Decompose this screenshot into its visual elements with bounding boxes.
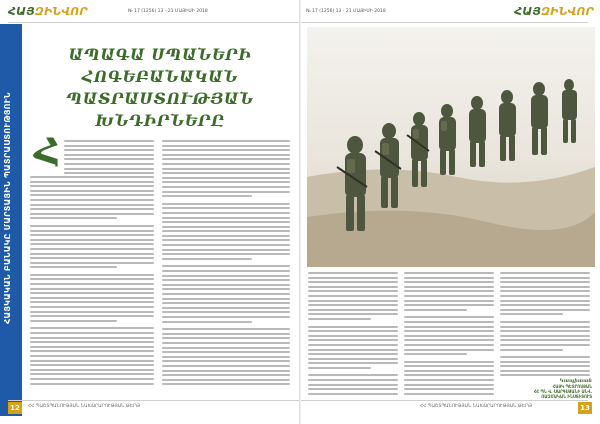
text-line [500,272,590,274]
author-role: Կապիտան [559,378,592,384]
text-line [404,272,494,274]
text-line [162,298,290,300]
text-line [30,311,154,313]
text-line [500,330,590,332]
text-line [404,316,494,318]
text-line [500,326,590,328]
text-line [162,383,290,385]
text-line [30,217,117,219]
text-line [162,239,290,241]
text-line [404,388,494,390]
header-rule [8,22,588,23]
text-line [308,367,371,369]
title-line-4: ԽՆԴԻՐՆԵՐԸ [95,111,225,130]
text-line [30,306,154,308]
text-line [30,337,154,339]
text-line [404,379,494,381]
text-line [30,288,154,290]
text-line [162,342,290,344]
text-line [404,277,494,279]
magazine-logo-left [8,5,88,18]
text-line [500,339,590,341]
title-line-3: ՊԱՏՐԱՍՏՈՒԹՅԱՆ [66,89,254,108]
text-line [500,304,590,306]
text-line [64,172,154,174]
text-column-2 [162,140,290,388]
text-line [30,383,154,385]
text-line [30,176,154,178]
text-line [162,140,290,142]
footer-text-left: ՀՀ ՊԱՇՏՊԱՆՈՒԹՅԱՆ ՆԱԽԱՐԱՐՈՒԹՅԱՆ ԹԵՐԹ [28,404,141,409]
text-line [30,350,154,352]
text-line [162,302,290,304]
text-line [30,292,154,294]
text-line [162,249,290,251]
logo-part-1: ՀԱՅ [514,5,542,18]
text-column-4 [404,272,494,397]
text-line [162,275,290,277]
text-line [162,307,290,309]
text-line [64,168,154,170]
text-line [30,262,154,264]
text-line [500,361,590,363]
text-line [30,283,154,285]
text-line [162,158,290,160]
text-line [162,203,290,205]
text-line [308,358,398,360]
text-line [30,199,154,201]
text-line [30,274,154,276]
section-label: ՀԱՅԿԱԿԱՆ ԲԱՆԱԿԸ ՄԱՐՏԱՅԻՆ ՊԱՏՐԱՍՏՈՒԹՅՈՒՆ [3,92,12,324]
text-line [308,313,398,315]
text-line [500,309,590,311]
text-line [404,304,494,306]
text-line [30,364,154,366]
author-name: ՀԱՅԿ ՊԵՏՐՈՍՅԱՆ [552,384,592,389]
text-line [500,286,590,288]
text-line [30,204,154,206]
text-line [162,244,290,246]
text-line [308,335,398,337]
footer-text-right: ՀՀ ՊԱՇՏՊԱՆՈՒԹՅԱՆ ՆԱԽԱՐԱՐՈՒԹՅԱՆ ԹԵՐԹ [420,404,533,409]
issue-info-left: № 17 (1256) 13 - 21 ՄԱՅԻՍԻ 2018 [128,9,208,14]
article-title [40,44,280,132]
text-line [162,235,290,237]
text-line [308,295,398,297]
text-line [30,301,154,303]
text-line [30,248,154,250]
text-line [500,295,590,297]
text-line [162,311,290,313]
text-line [162,288,290,290]
text-line [308,330,398,332]
drop-cap: Հ [34,131,61,173]
text-line [500,356,590,358]
text-line [308,374,398,376]
author-affiliation: ՀՀ ՊՆ Վ. ՍԱՐԳՍՅԱՆԻ ԱՆՎ. ՌԱԶՄԱԿԱՆ ԻՆՍՏԻՏՈՒՏ [533,389,592,399]
text-line [308,277,398,279]
logo-part-2: ԶԻՆՎՈՐ [541,5,594,18]
text-line [500,281,590,283]
text-line [30,230,154,232]
text-line [30,378,154,380]
text-line [162,360,290,362]
issue-info-right: № 17 (1256) 13 - 21 ՄԱՅԻՍԻ 2018 [306,9,386,14]
magazine-logo-right [514,5,594,18]
text-line [30,213,154,215]
spread-gutter [299,0,301,424]
text-line [308,353,398,355]
text-line [500,321,590,323]
text-line [162,221,290,223]
text-column-5 [500,272,590,379]
text-line [30,266,117,268]
text-line [404,349,494,351]
text-line [308,290,398,292]
author-signature [532,378,592,399]
soldiers-photo [307,27,595,267]
text-line [404,295,494,297]
text-line [162,365,290,367]
text-line [500,313,563,315]
text-line [162,337,290,339]
text-line [404,353,467,355]
text-line [162,265,290,267]
text-line [404,361,494,363]
text-line [64,158,154,160]
text-line [308,286,398,288]
text-line [308,281,398,283]
text-line [30,278,154,280]
text-line [404,393,494,395]
text-line [30,243,154,245]
text-line [162,347,290,349]
text-line [404,326,494,328]
text-line [162,145,290,147]
text-line [500,300,590,302]
text-line [162,195,252,197]
text-line [162,207,290,209]
text-line [30,190,154,192]
text-column-3 [308,272,398,397]
text-line [162,154,290,156]
section-side-bar [0,24,22,416]
text-line [162,186,290,188]
text-line [500,344,590,346]
text-line [308,326,398,328]
text-line [162,333,290,335]
text-line [404,290,494,292]
text-line [500,365,590,367]
text-line [308,304,398,306]
text-line [404,281,494,283]
text-line [162,149,290,151]
text-line [308,349,398,351]
text-line [30,369,154,371]
text-line [30,239,154,241]
text-line [162,230,290,232]
text-line [404,321,494,323]
text-line [162,379,290,381]
left-page-header [8,4,294,22]
text-line [30,341,154,343]
text-line [404,300,494,302]
text-line [308,339,398,341]
page-number-right: 13 [578,402,592,414]
text-line [404,330,494,332]
text-line [64,149,154,151]
text-line [500,370,590,372]
text-line [308,344,398,346]
text-line [30,346,154,348]
text-line [162,163,290,165]
text-line [162,177,290,179]
text-line [162,181,290,183]
text-line [162,270,290,272]
text-line [404,365,494,367]
text-line [500,335,590,337]
text-line [30,297,154,299]
text-line [162,328,290,330]
text-line [162,212,290,214]
text-line [30,181,154,183]
text-column-1 [30,176,154,387]
title-line-2: ՀՈԳԵԲԱՆԱԿԱՆ [81,67,239,86]
text-line [162,321,252,323]
text-line [308,384,398,386]
text-line [308,362,398,364]
text-line [162,226,290,228]
text-line [404,374,494,376]
text-line [64,154,154,156]
text-line [500,290,590,292]
text-line [162,370,290,372]
soldiers-photo-graphic [307,27,595,267]
text-line [162,316,290,318]
text-line [162,374,290,376]
text-line [30,355,154,357]
text-line [162,351,290,353]
text-line [404,370,494,372]
text-line [30,185,154,187]
text-line [404,309,467,311]
text-line [30,373,154,375]
text-line [404,335,494,337]
text-line [30,257,154,259]
text-line [308,379,398,381]
text-line [308,300,398,302]
text-line [162,284,290,286]
text-line [30,332,154,334]
right-page-header [306,4,594,22]
text-line [30,194,154,196]
text-column-1a [64,140,154,177]
footer-rule [8,400,588,401]
logo-part-1: ՀԱՅ [8,5,35,18]
text-line [162,356,290,358]
text-line [162,258,252,260]
text-line [162,172,290,174]
logo-part-2: ԶԻՆՎՈՐ [34,5,88,18]
text-line [308,318,371,320]
text-line [30,253,154,255]
text-line [162,253,290,255]
text-line [30,360,154,362]
text-line [404,384,494,386]
text-line [404,339,494,341]
page-number-left: 12 [8,402,22,414]
text-line [308,272,398,274]
text-line [404,286,494,288]
text-line [162,293,290,295]
text-line [404,344,494,346]
text-line [162,168,290,170]
text-line [30,327,154,329]
text-line [162,279,290,281]
text-line [500,349,563,351]
text-line [500,374,590,376]
text-line [30,234,154,236]
text-line [308,393,398,395]
text-line [30,225,154,227]
text-line [30,315,154,317]
text-line [30,320,117,322]
text-line [308,388,398,390]
text-line [308,309,398,311]
text-line [30,208,154,210]
text-line [500,277,590,279]
text-line [64,145,154,147]
text-line [64,163,154,165]
text-line [64,140,154,142]
title-line-1: ԱՊԱԳԱ ՍՊԱՆԵՐԻ [68,45,252,64]
text-line [162,191,290,193]
text-line [162,217,290,219]
